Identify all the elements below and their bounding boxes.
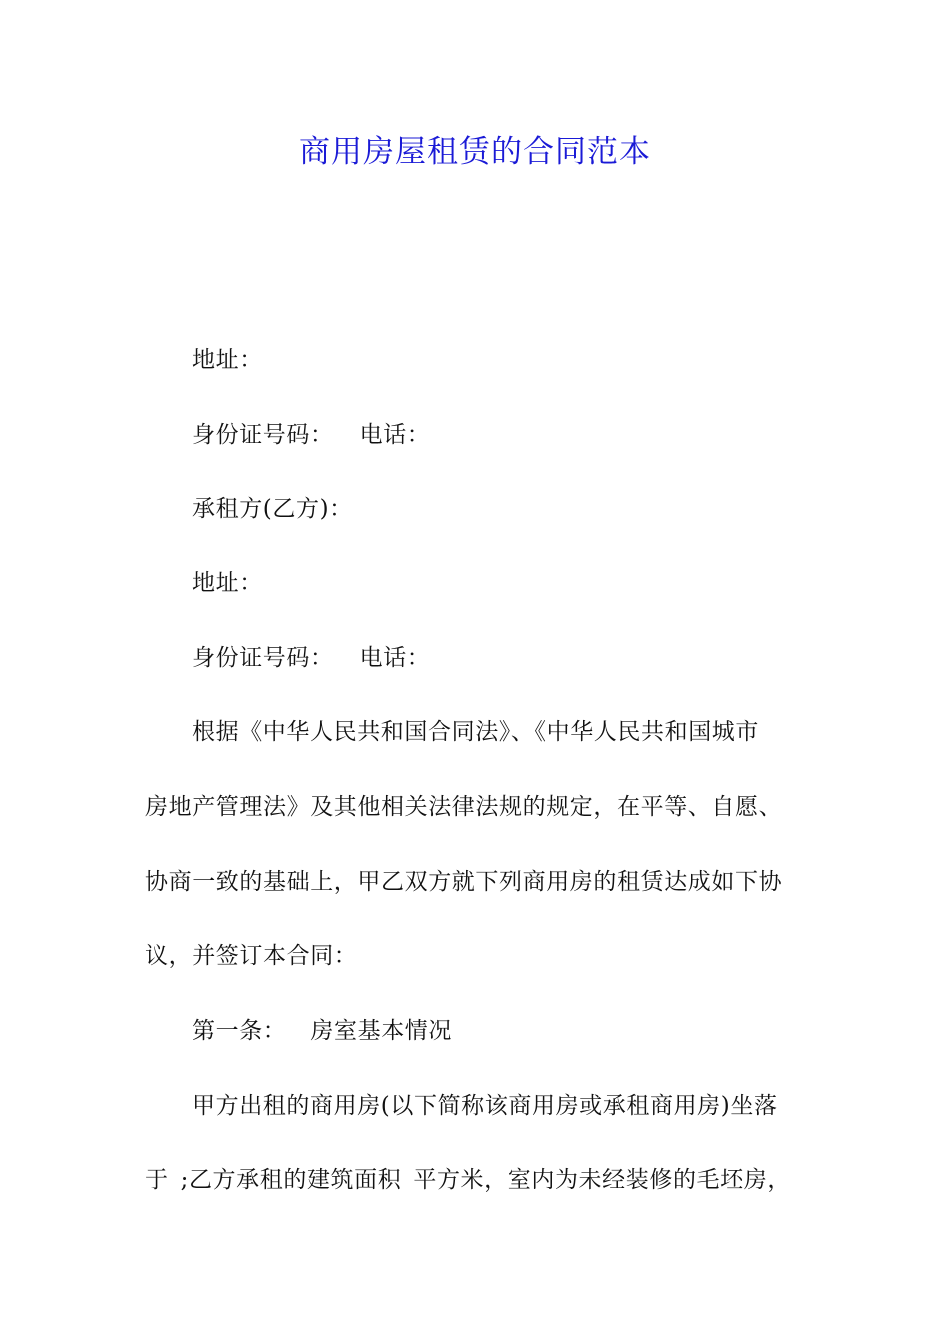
id-number-label: 身份证号码：: [192, 645, 334, 671]
preamble-line-1: 根据《中华人民共和国合同法》、《中华人民共和国城市: [192, 719, 759, 745]
landlord-address-line: 地址：: [192, 347, 263, 373]
unit-description: 平方米，室内为未经装修的毛坯房，: [413, 1167, 791, 1193]
location-label: 于: [145, 1167, 169, 1193]
article-1-heading: [192, 1016, 452, 1046]
tenant-address-line: 地址：: [192, 570, 263, 596]
landlord-id-phone-line: [192, 420, 430, 450]
preamble-line-3: 协商一致的基础上，甲乙双方就下列商用房的租赁达成如下协: [145, 869, 783, 895]
tenant-party-line: 承租方(乙方)：: [192, 496, 353, 522]
document-title: 商用房屋租赁的合同范本: [299, 134, 651, 170]
preamble-line-4: 议，并签订本合同：: [145, 943, 358, 969]
article-1-body-line-1: 甲方出租的商用房(以下简称该商用房或承租商用房)坐落: [192, 1093, 778, 1119]
preamble-line-2: 房地产管理法》及其他相关法律法规的规定，在平等、自愿、: [145, 794, 783, 820]
phone-label: 电话：: [359, 422, 431, 448]
article-1-label: 第一条：: [192, 1018, 287, 1044]
tenant-id-phone-line: [192, 643, 430, 673]
article-1-body-line-2: [145, 1165, 791, 1195]
id-number-label: 身份证号码：: [192, 422, 334, 448]
phone-label: 电话：: [359, 645, 431, 671]
area-label: ;乙方承租的建筑面积: [180, 1167, 402, 1193]
article-1-title: 房室基本情况: [310, 1018, 453, 1044]
